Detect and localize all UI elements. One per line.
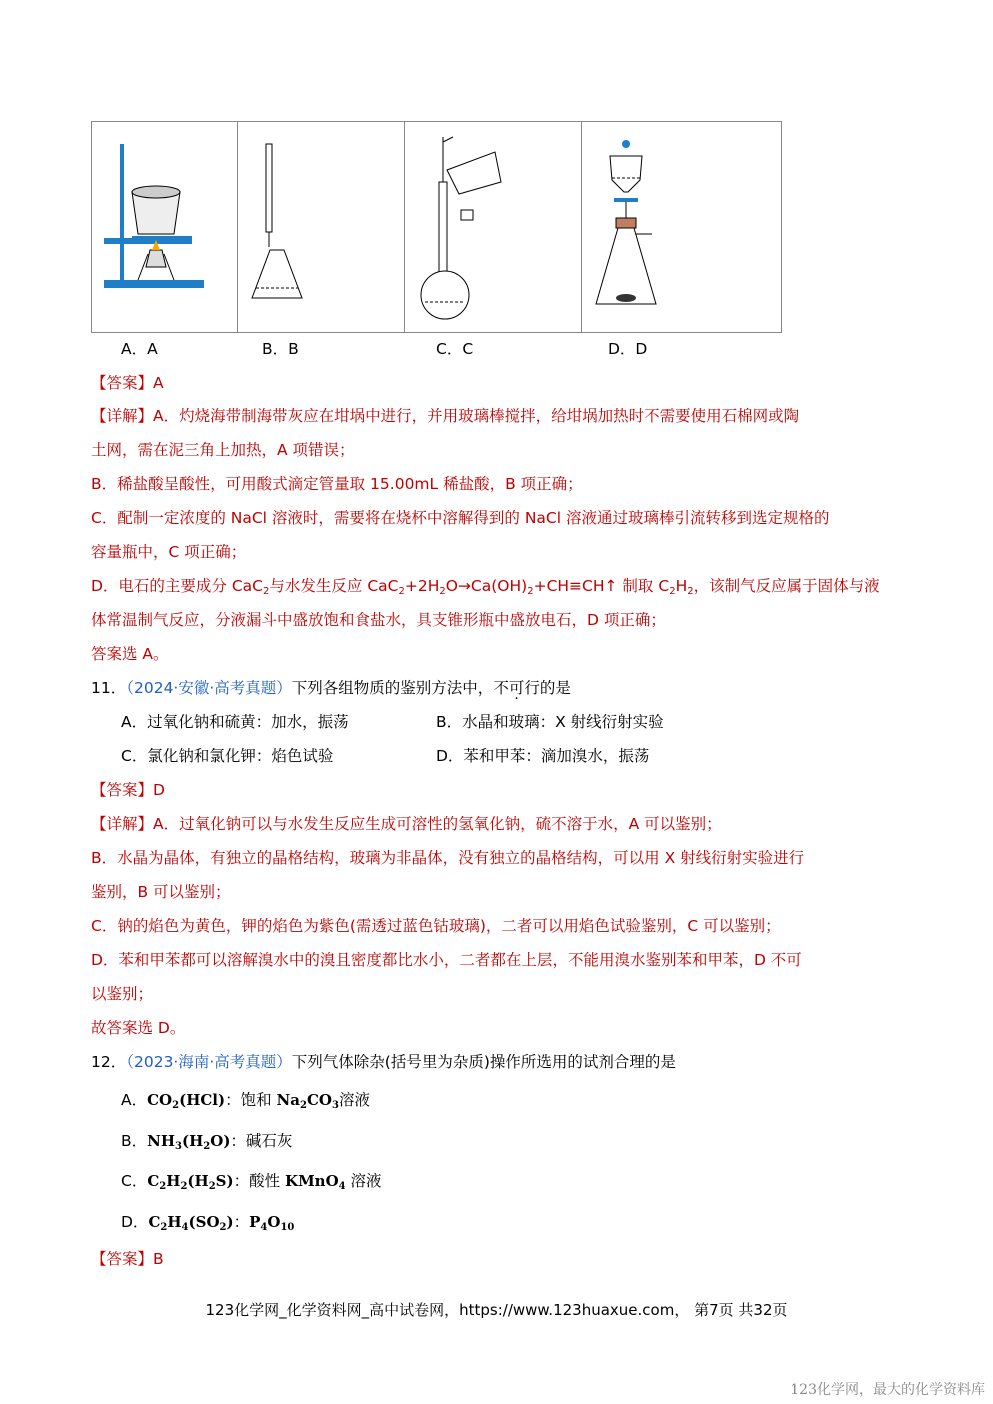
chem-formula <box>148 1213 233 1231</box>
q10-detail-line-1: 土网，需在泥三角上加热，A 项错误； <box>91 441 355 459</box>
subscript: 2 <box>219 1222 227 1233</box>
answer-tag: 【答案】 <box>91 781 154 799</box>
subscript: 2 <box>160 1222 168 1233</box>
subscript: 4 <box>338 1181 346 1192</box>
option-label: C． <box>121 1172 148 1190</box>
text: (HCl) <box>179 1091 226 1109</box>
text: (SO <box>188 1213 220 1231</box>
apparatus-b-cell <box>238 122 405 332</box>
question-number: 11． <box>91 679 127 697</box>
subscript: 2 <box>180 1181 188 1192</box>
apparatus-d-cell <box>582 122 781 332</box>
detail-tag: 【详解】 <box>91 815 154 833</box>
chem-formula <box>147 1132 230 1150</box>
subscript: 4 <box>260 1222 268 1233</box>
text: O) <box>210 1132 231 1150</box>
apparatus-figure <box>91 121 782 333</box>
subscript: 2 <box>687 586 694 597</box>
text: C <box>147 1172 160 1190</box>
q12-option-b <box>121 1129 292 1152</box>
option-d-label: D．D <box>608 340 648 358</box>
subscript: 2 <box>263 586 270 597</box>
q11-option-c: C．氯化钠和氯化钾：焰色试验 <box>121 747 334 765</box>
subscript: 2 <box>439 586 446 597</box>
text: KMnO <box>285 1172 339 1190</box>
answer-value: D <box>153 781 165 799</box>
q11-detail-line-1: B．水晶为晶体，有独立的晶格结构，玻璃为非晶体，没有独立的晶格结构，可以用 X 射线衍射实验进行 <box>91 849 805 867</box>
text: ) <box>226 1213 234 1231</box>
q11-detail-line-2: 鉴别，B 可以鉴别； <box>91 883 231 901</box>
answer-value: A <box>153 374 164 392</box>
option-label: A． <box>121 1091 148 1109</box>
option-a-label: A．A <box>121 340 158 358</box>
stem-text: 的是 <box>539 679 571 697</box>
reagent-formula <box>249 1213 294 1231</box>
subscript: 2 <box>172 1100 180 1111</box>
option-label: B． <box>121 1132 148 1150</box>
q12-option-c <box>121 1169 382 1192</box>
q12-option-a <box>121 1088 370 1111</box>
text: H <box>166 1172 181 1190</box>
q12-option-d <box>121 1210 294 1233</box>
reagent-formula <box>277 1091 339 1109</box>
q10-detail-line-3: C．配制一定浓度的 NaCl 溶液时，需要将在烧杯中溶解得到的 NaCl 溶液通过玻璃棒引流转移到选定规格的 <box>91 509 830 527</box>
chem-formula <box>147 1172 233 1190</box>
text: Na <box>276 1091 300 1109</box>
text: P <box>249 1213 261 1231</box>
option-c-label: C．C <box>436 340 474 358</box>
subscript: 2 <box>527 586 534 597</box>
q11-answer <box>91 778 165 800</box>
question-source: （2023·海南·高考真题） <box>126 1053 292 1071</box>
text: 溶液 <box>338 1091 370 1109</box>
text: H <box>675 577 688 595</box>
text: (H <box>182 1132 204 1150</box>
text: CO <box>147 1091 173 1109</box>
text: O→Ca(OH) <box>445 577 528 595</box>
option-label: D． <box>121 1213 149 1231</box>
option-b-label: B．B <box>262 340 299 358</box>
q11-option-a: A．过氧化钠和硫黄：加水，振荡 <box>121 713 349 731</box>
q10-answer <box>91 371 164 393</box>
text: ：碱石灰 <box>230 1132 293 1150</box>
subscript: 4 <box>181 1222 189 1233</box>
question-number: 12． <box>91 1053 127 1071</box>
acetylene-generator-image <box>582 122 781 332</box>
apparatus-a-cell <box>92 122 238 332</box>
answer-tag: 【答案】 <box>91 374 154 392</box>
q10-conclusion: 答案选 A。 <box>91 645 169 663</box>
text: ： <box>233 1213 250 1231</box>
text: ：酸性 <box>233 1172 286 1190</box>
q11-option-b: B．水晶和玻璃：X 射线衍射实验 <box>436 713 664 731</box>
text: ：饱和 <box>225 1091 277 1109</box>
subscript: 2 <box>669 586 676 597</box>
text: CO <box>306 1091 332 1109</box>
stem-text: 下列气体除杂(括号里为杂质)操作所选用的试剂合理的是 <box>291 1053 676 1071</box>
detail-text: A．灼烧海带制海带灰应在坩埚中进行，并用玻璃棒搅拌，给坩埚加热时不需要使用石棉网或陶 <box>153 407 800 425</box>
q10-detail-line-2: B．稀盐酸呈酸性，可用酸式滴定管量取 15.00mL 稀盐酸，B 项正确； <box>91 475 583 493</box>
text: S) <box>215 1172 234 1190</box>
q11-conclusion: 故答案选 D。 <box>91 1019 186 1037</box>
q10-detail-line-d2: 体常温制气反应，分液漏斗中盛放饱和食盐水，具支锥形瓶中盛放电石，D 项正确； <box>91 611 666 629</box>
answer-tag: 【答案】 <box>91 1250 154 1268</box>
q11-option-d: D．苯和甲苯：滴加溴水，振荡 <box>436 747 650 765</box>
text: O <box>267 1213 281 1231</box>
crucible-heating-apparatus-image <box>92 122 238 332</box>
text: +2H <box>404 577 440 595</box>
stem-emphasis: 不可行 <box>493 679 540 697</box>
reagent-formula <box>285 1172 346 1190</box>
subscript: 2 <box>299 1100 307 1111</box>
subscript: 2 <box>159 1181 167 1192</box>
subscript: 2 <box>398 586 405 597</box>
page-footer: 123化学网_化学资料网_高中试卷网，https://www.123huaxue.com， 第7页 共32页 <box>205 1301 788 1319</box>
chem-formula <box>147 1091 225 1109</box>
apparatus-c-cell <box>405 122 582 332</box>
q11-detail-line-3: C．钠的焰色为黄色，钾的焰色为紫色(需透过蓝色钴玻璃)，二者可以用焰色试验鉴别，C 可以鉴别； <box>91 917 781 935</box>
burette-flask-image <box>238 122 405 332</box>
q11-detail-line-4: D．苯和甲苯都可以溶解溴水中的溴且密度都比水小，二者都在上层，不能用溴水鉴别苯和甲苯，D 不可 <box>91 951 802 969</box>
detail-tag: 【详解】 <box>91 407 154 425</box>
text: (H <box>187 1172 209 1190</box>
text: NH <box>147 1132 176 1150</box>
volumetric-flask-image <box>405 122 582 332</box>
text: H <box>167 1213 182 1231</box>
question-source: （2024·安徽·高考真题） <box>126 679 292 697</box>
stem-text: 下列各组物质的鉴别方法中， <box>291 679 494 697</box>
q10-detail-line-0 <box>91 404 799 426</box>
q10-detail-line-d <box>91 574 880 597</box>
subscript: 2 <box>208 1181 216 1192</box>
text: 溶液 <box>345 1172 382 1190</box>
text: +CH≡CH↑ 制取 C <box>533 577 670 595</box>
text: C <box>148 1213 161 1231</box>
subscript: 10 <box>280 1222 295 1233</box>
q12-stem <box>91 1050 676 1072</box>
detail-text: A．过氧化钠可以与水发生反应生成可溶性的氢氧化钠，硫不溶于水，A 可以鉴别； <box>153 815 722 833</box>
answer-value: B <box>153 1250 164 1268</box>
q11-stem <box>91 676 571 698</box>
subscript: 3 <box>175 1141 182 1152</box>
q11-detail-line-5: 以鉴别； <box>91 985 154 1003</box>
text: D．电石的主要成分 CaC <box>91 577 264 595</box>
q10-detail-line-4: 容量瓶中，C 项正确； <box>91 543 247 561</box>
q12-answer <box>91 1247 164 1269</box>
subscript: 2 <box>203 1141 211 1152</box>
q11-detail-line-0 <box>91 812 722 834</box>
text: ，该制气反应属于固体与液 <box>693 577 880 595</box>
watermark: 123化学网，最大的化学资料库 <box>790 1382 985 1398</box>
text: 与水发生反应 CaC <box>269 577 399 595</box>
subscript: 3 <box>331 1100 339 1111</box>
